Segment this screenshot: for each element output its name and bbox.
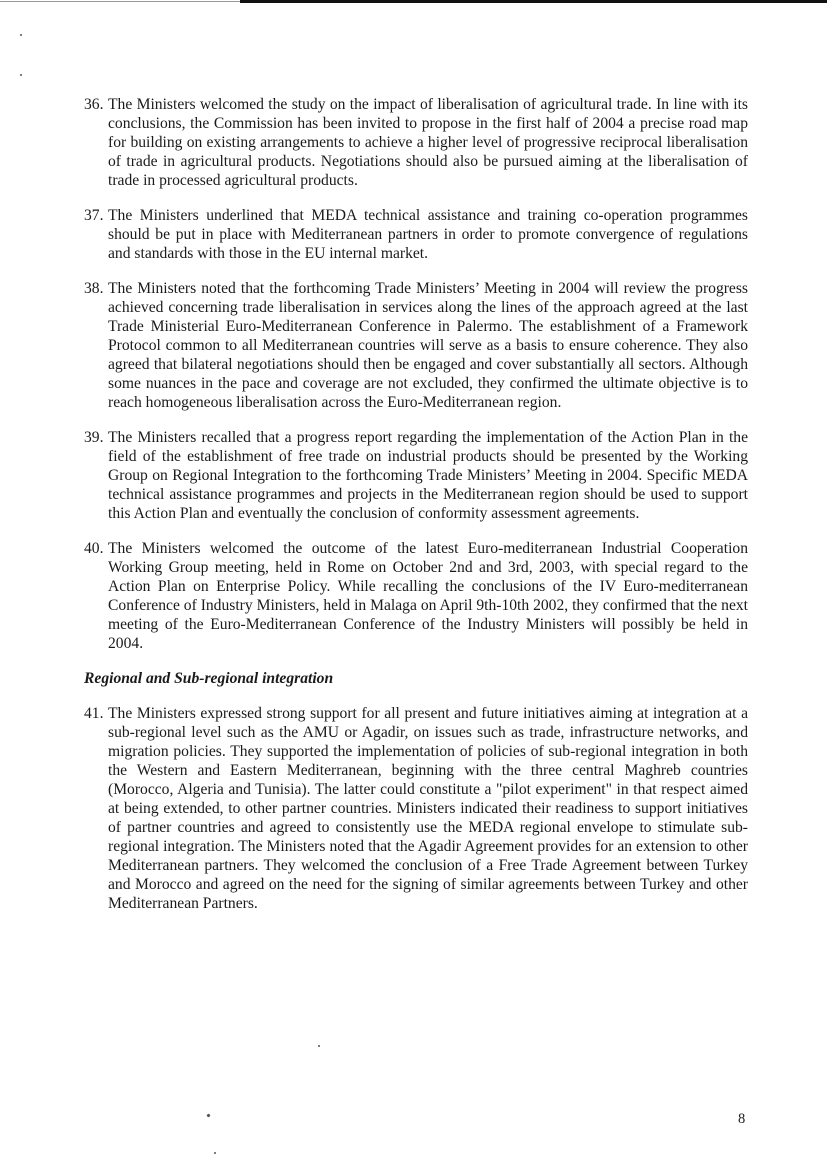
section-heading: Regional and Sub-regional integration xyxy=(84,670,334,687)
top-faint-rule xyxy=(0,1,240,2)
paragraph-number: 41. xyxy=(84,705,104,722)
paragraph-text: The Ministers welcomed the study on the impact of liberalisation of agricultural trade. In line with its conclusions, the Commission has been invited to propose in the first half of 2004 a precise road map for building on existing arrangements to achieve a higher level of progressive reciprocal liberalisation of trade in agricultural products. Negotiations should also be pursued aiming at the liberalisation of trade in processed agricultural products. xyxy=(108,96,748,189)
scan-speck xyxy=(214,1152,216,1154)
paragraph-number: 39. xyxy=(84,429,104,446)
top-rule xyxy=(240,0,827,3)
scan-speck xyxy=(20,34,22,36)
scan-speck xyxy=(20,74,22,76)
document-body xyxy=(84,95,748,929)
scan-speck xyxy=(318,1045,320,1047)
scan-speck xyxy=(206,1113,210,1117)
paragraph-number: 38. xyxy=(84,280,104,297)
paragraph-text: The Ministers underlined that MEDA technical assistance and training co-operation programmes should be put in place with Mediterranean partners in order to promote convergence of regulations and standards with those in the EU internal market. xyxy=(108,207,748,262)
paragraph-40 xyxy=(84,539,748,653)
paragraph-text: The Ministers welcomed the outcome of the latest Euro-mediterranean Industrial Cooperation Working Group meeting, held in Rome on October 2nd and 3rd, 2003, with special regard to the Action Plan on Enterprise Policy. While recalling the conclusions of the IV Euro-mediterranean Conference of Industry Ministers, held in Malaga on April 9th-10th 2002, they confirmed that the next meeting of the Euro-Mediterranean Conference of the Industry Ministers will possibly be held in 2004. xyxy=(108,540,748,652)
paragraph-number: 40. xyxy=(84,540,104,557)
page-number: 8 xyxy=(738,1111,746,1127)
paragraph-36 xyxy=(84,95,748,190)
paragraph-41 xyxy=(84,704,748,913)
paragraph-number: 36. xyxy=(84,96,104,113)
paragraph-38 xyxy=(84,279,748,412)
paragraph-text: The Ministers recalled that a progress report regarding the implementation of the Action Plan in the field of the establishment of free trade on industrial products should be presented by the Working Group on Regional Integration to the forthcoming Trade Ministers’ Meeting in 2004. Specific MEDA technical assistance programmes and projects in the Mediterranean region should be used to support this Action Plan and eventually the conclusion of conformity assessment agreements. xyxy=(108,429,748,522)
paragraph-39 xyxy=(84,428,748,523)
paragraph-text: The Ministers noted that the forthcoming Trade Ministers’ Meeting in 2004 will review the progress achieved concerning trade liberalisation in services along the lines of the approach agreed at the last Trade Ministerial Euro-Mediterranean Conference in Palermo. The establishment of a Framework Protocol common to all Mediterranean countries will serve as a basis to ensure coherence. They also agreed that bilateral negotiations should then be engaged and cover substantially all sectors. Although some nuances in the pace and coverage are not excluded, they confirmed the ultimate objective is to reach homogeneous liberalisation across the Euro-Mediterranean region. xyxy=(108,280,748,411)
paragraph-37 xyxy=(84,206,748,263)
paragraph-number: 37. xyxy=(84,207,104,224)
paragraph-text: The Ministers expressed strong support for all present and future initiatives aiming at integration at a sub-regional level such as the AMU or Agadir, on issues such as trade, infrastructure networks, and migration policies. They supported the implementation of policies of sub-regional integration in both the Western and Eastern Mediterranean, beginning with the three central Maghreb countries (Morocco, Algeria and Tunisia). The latter could constitute a "pilot experiment" in that respect aimed at being extended, to other partner countries. Ministers indicated their readiness to support initiatives of partner countries and agreed to consistently use the MEDA regional envelope to stimulate sub-regional integration. The Ministers noted that the Agadir Agreement provides for an extension to other Mediterranean partners. They welcomed the conclusion of a Free Trade Agreement between Turkey and Morocco and agreed on the need for the signing of similar agreements between Turkey and other Mediterranean Partners. xyxy=(108,705,748,912)
